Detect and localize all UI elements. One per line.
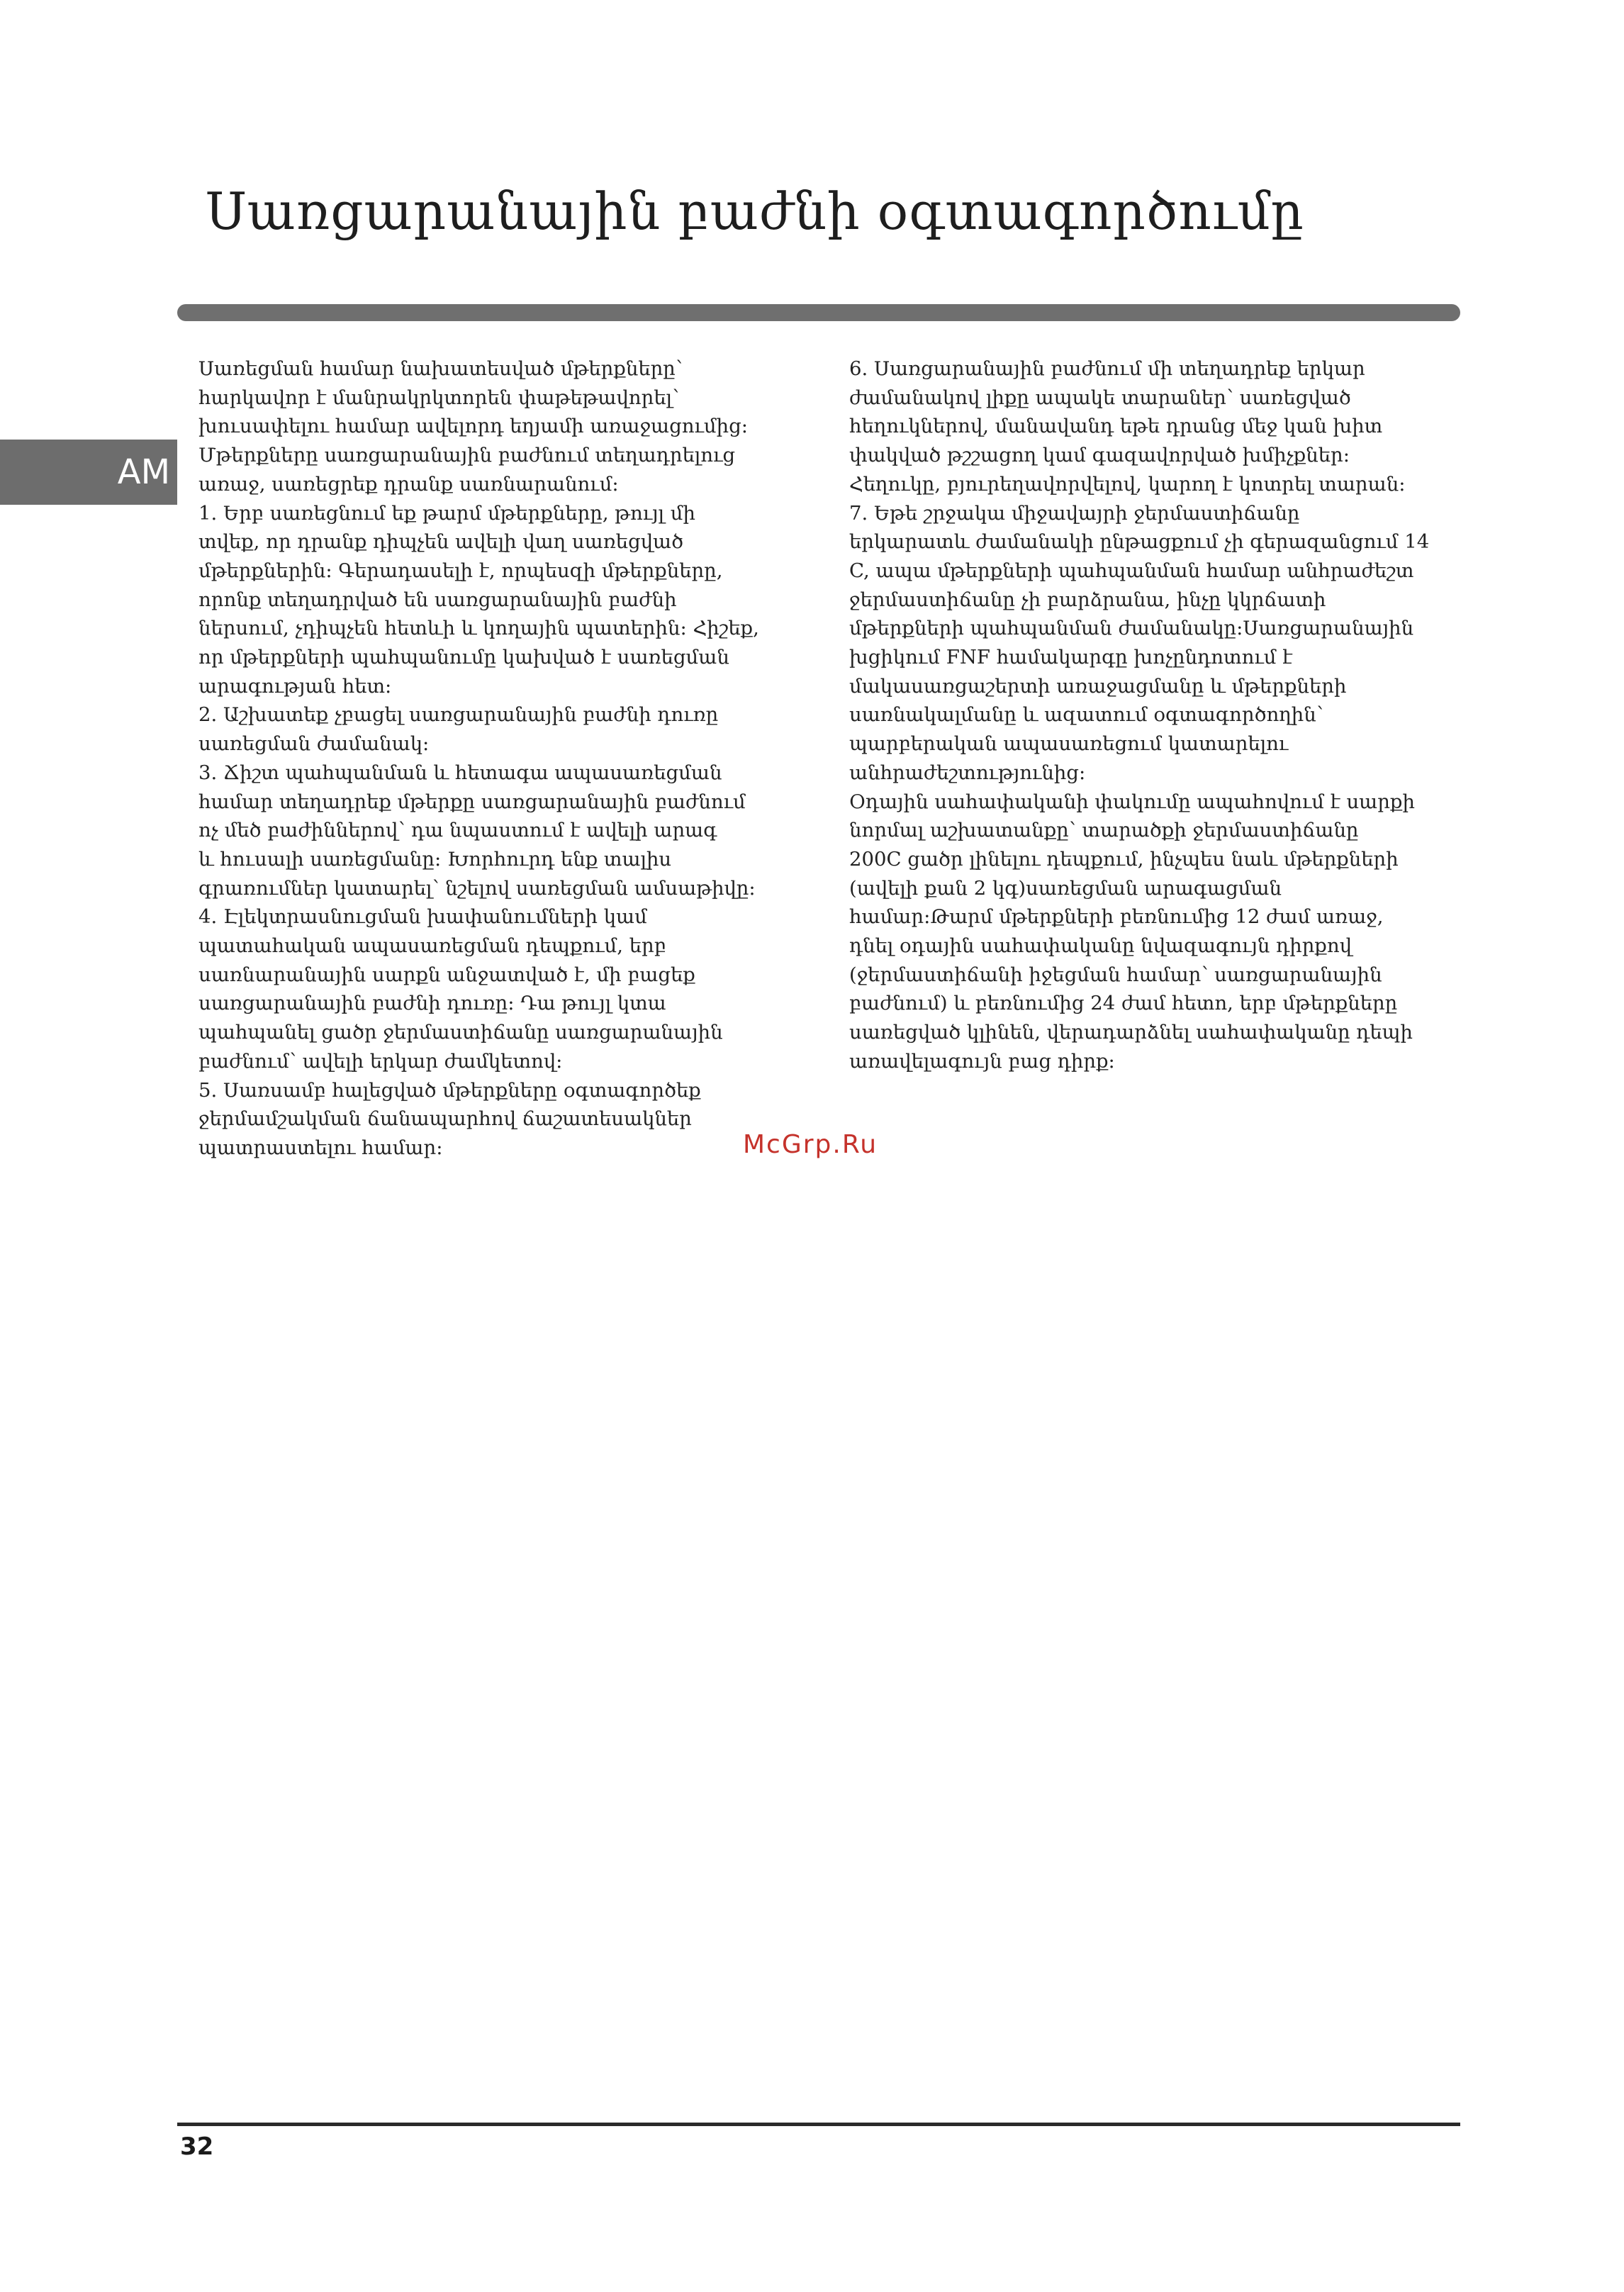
body-text-right-column: 6. Սառցարանային բաժնում մի տեղադրեք երկար ժամանակով լիքը ապակե տարաներ՝ սառեցված հեղուկներով, մանավանդ եթե դրանց մեջ կան խիտ փակված թշշացող կամ գազավորված խմիչքներ: Հեղուկը, բյուրեղավորվելով, կարող է կոտրել տարան: 7. Եթե շրջակա միջավայրի ջերմաստիճանը երկարատև ժամանակի ընթացքում չի գերազանցում 14 C, ապա մթերքների պահպանման համար անհրաժեշտ ջերմաստիճանը չի բարձրանա, ինչը կկրճատի մթերքների պահպանման ժամանակը:Սառցարանային խցիկում FNF համակարգը խոչընդոտում է մակասառցաշերտի առաջացմանը և մթերքների սառնակալմանը և ազատում օգտագործողին՝ պարբերական ապասառեցում կատարելու անհրաժեշտությունից: Օդային սահափականի փակումը ապահովում է սարքի նորմալ աշխատանքը՝ տարածքի ջերմաստիճանը 200C ցածր լինելու դեպքում, ինչպես նաև մթերքների (ավելի քան 2 կգ)սառեցման արագացման համար:Թարմ մթերքների բեռնումից 12 ժամ առաջ, դնել օդային սահափականը նվազագույն դիրքով (ջերմաստիճանի իջեցման համար՝ սառցարանային բաժնում) և բեռնումից 24 ժամ հետո, երբ մթերքները սառեցված կլինեն, վերադարձնել սահափականը դեպի առավելագույն բաց դիրք:	[849, 357, 1430, 1073]
language-tab	[0, 440, 177, 505]
footer-divider	[177, 2123, 1460, 2126]
watermark: McGrp.Ru	[743, 1130, 878, 1159]
header-divider	[177, 304, 1460, 321]
page-number: 32	[180, 2132, 214, 2161]
language-tab-label: AM	[117, 452, 170, 492]
body-text-left-column: Սառեցման համար նախատեսված մթերքները՝ հարկավոր է մանրակրկտորեն փաթեթավորել՝ խուսափելու համար ավելորդ եղյամի առաջացումից: Մթերքները սառցարանային բաժնում տեղադրելուց առաջ, սառեցրեք դրանք սառնարանում: 1. Երբ սառեցնում եք թարմ մթերքները, թույլ մի տվեք, որ դրանք դիպչեն ավելի վաղ սառեցված մթերքներին: Գերադասելի է, որպեսզի մթերքները, որոնք տեղադրված են սառցարանային բաժնի ներսում, չդիպչեն հետևի և կողային պատերին: Հիշեք, որ մթերքների պահպանումը կախված է սառեցման արագության հետ: 2. Աշխատեք չբացել սառցարանային բաժնի դուռը սառեցման ժամանակ: 3. Ճիշտ պահպանման և հետագա ապասառեցման համար տեղադրեք մթերքը սառցարանային բաժնում ոչ մեծ բաժիններով՝ դա նպաստում է ավելի արագ և հուսալի սառեցմանը: Խորհուրդ ենք տալիս գրառումներ կատարել՝ նշելով սառեցման ամսաթիվը: 4. Էլեկտրասնուցման խափանումների կամ պատահական ապասառեցման դեպքում, երբ սառնարանային սարքն անջատված է, մի բացեք սառցարանային բաժնի դուռը: Դա թույլ կտա պահպանել ցածր ջերմաստիճանը սառցարանային բաժնում՝ ավելի երկար ժամկետով: 5. Սառսամբ հալեցված մթերքները օգտագործեք ջերմամշակման ճանապարհով ճաշատեսակներ պատրաստելու համար:	[198, 357, 759, 1159]
page-title: Սառցարանային բաժնի օգտագործումը	[206, 181, 1304, 241]
